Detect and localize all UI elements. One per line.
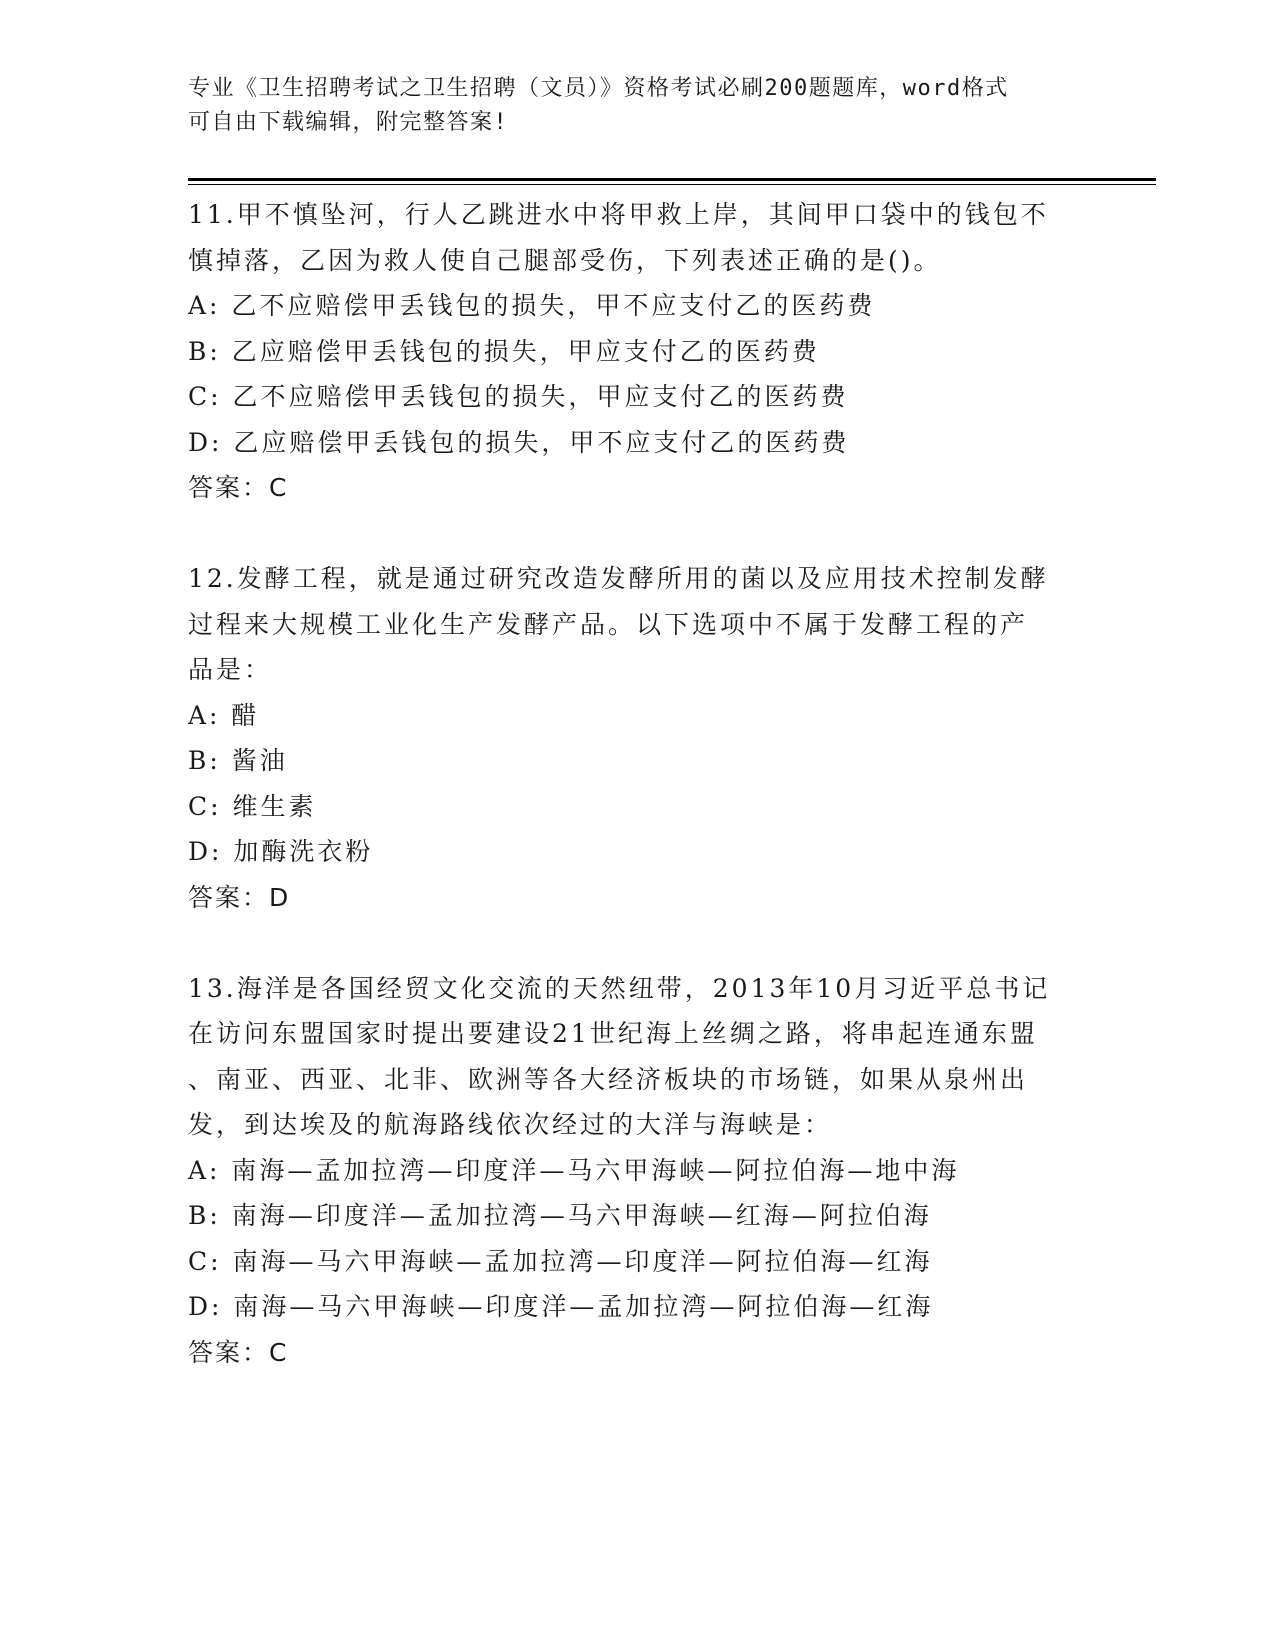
question-11	[188, 192, 1088, 511]
question-stem-line: 过程来大规模工业化生产发酵产品。以下选项中不属于发酵工程的产	[188, 609, 1029, 639]
option-b: B: 酱油	[188, 746, 288, 775]
header-divider-thin	[188, 184, 1156, 185]
answer-line: 答案：C	[188, 1337, 289, 1367]
answer-line: 答案：C	[188, 473, 289, 502]
question-stem-line: 13.海洋是各国经贸文化交流的天然纽带，2013年10月习近平总书记	[188, 973, 1051, 1003]
question-list	[188, 192, 1088, 1375]
question-stem-line: 在访问东盟国家时提出要建设21世纪海上丝绸之路，将串起连通东盟	[188, 1019, 1038, 1048]
question-stem-line: 发，到达埃及的航海路线依次经过的大洋与海峡是：	[188, 1110, 833, 1139]
option-d: D: 南海—马六甲海峡—印度洋—孟加拉湾—阿拉伯海—红海	[188, 1292, 934, 1321]
document-header	[188, 72, 1068, 140]
option-a: A: 南海—孟加拉湾—印度洋—马六甲海峡—阿拉伯海—地中海	[188, 1155, 960, 1185]
option-b: B: 南海—印度洋—孟加拉湾—马六甲海峡—红海—阿拉伯海	[188, 1201, 932, 1230]
question-stem-line: 11.甲不慎坠河，行人乙跳进水中将甲救上岸，其间甲口袋中的钱包不	[188, 200, 1049, 229]
question-stem-line: 12.发酵工程，就是通过研究改造发酵所用的菌以及应用技术控制发酵	[188, 564, 1049, 593]
header-line-2: 可自由下载编辑，附完整答案!	[188, 110, 509, 135]
option-d: D: 加酶洗衣粉	[188, 837, 374, 866]
option-c: C: 乙不应赔偿甲丢钱包的损失，甲应支付乙的医药费	[188, 382, 849, 411]
option-a: A: 乙不应赔偿甲丢钱包的损失，甲不应支付乙的医药费	[188, 291, 876, 320]
question-stem-line: 品是：	[188, 655, 273, 684]
header-line-1: 专业《卫生招聘考试之卫生招聘（文员）》资格考试必刷200题题库，word格式	[188, 76, 1009, 101]
header-divider-thick	[188, 178, 1156, 181]
question-12	[188, 556, 1088, 920]
answer-line: 答案：D	[188, 882, 291, 912]
option-d: D: 乙应赔偿甲丢钱包的损失，甲不应支付乙的医药费	[188, 427, 850, 457]
option-b: B: 乙应赔偿甲丢钱包的损失，甲应支付乙的医药费	[188, 336, 820, 366]
question-stem-line: 慎掉落，乙因为救人使自己腿部受伤，下列表述正确的是()。	[188, 245, 942, 275]
option-c: C: 南海—马六甲海峡—孟加拉湾—印度洋—阿拉伯海—红海	[188, 1246, 933, 1276]
option-a: A: 醋	[188, 700, 260, 730]
option-c: C: 维生素	[188, 791, 317, 821]
question-13	[188, 966, 1088, 1376]
question-stem-line: 、南亚、西亚、北非、欧洲等各大经济板块的市场链，如果从泉州出	[188, 1064, 1029, 1094]
